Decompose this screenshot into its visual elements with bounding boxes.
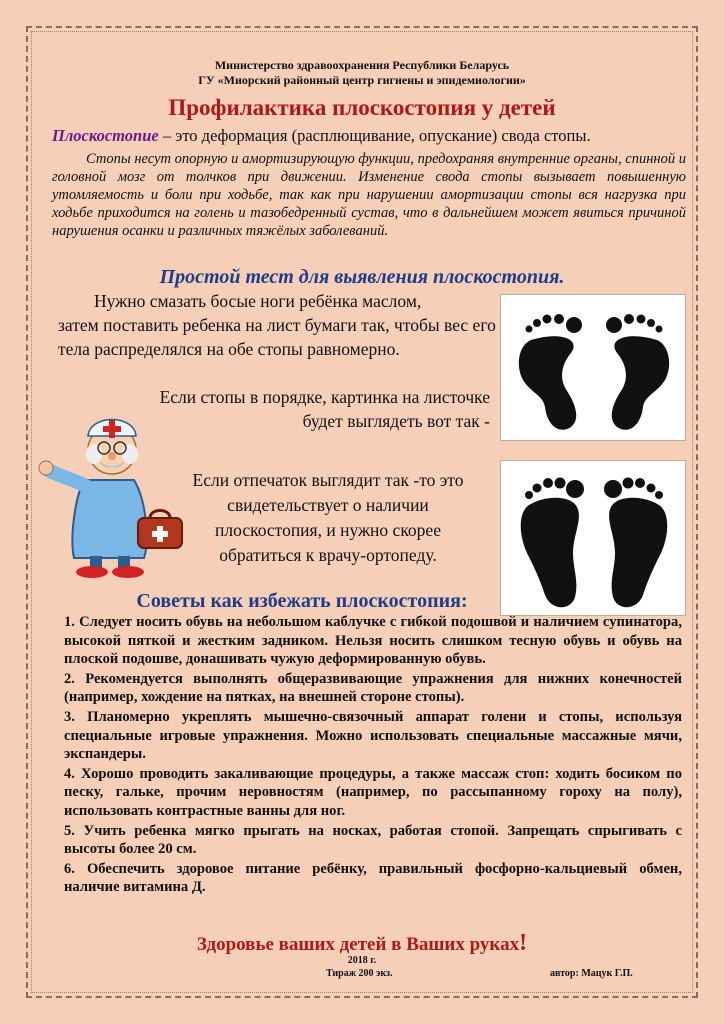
tips-list [64,613,682,898]
center-line: ГУ «Миорский районный центр гигиены и эпидемиологии» [198,73,526,87]
author-label: автор: Мацук Г.П. [550,968,633,979]
slogan-exclamation: ! [519,930,528,956]
tip-item: 2. Рекомендуется выполнять общеразвивающие упражнения для нижних конечностей (например, хождение на пятках, на внешней стороне стопы). [64,670,682,706]
print-run-label: Тираж 200 экз. [326,968,393,979]
definition-text: – это деформация (расплющивание, опускание) свода стопы. [158,126,591,145]
test-paragraph-1 [58,289,498,361]
test-p1-rest: затем поставить ребенка на лист бумаги так, чтобы вес его тела распределялся на обе стопы равномерно. [58,315,496,359]
normal-footprint-image [500,294,686,441]
tip-item: 6. Обеспечить здоровое питание ребёнку, правильный фосфорно-кальциевый обмен, наличие витамина Д. [64,860,682,896]
year-label: 2018 г. [347,955,377,966]
page-title: Профилактика плоскостопия у детей [168,95,556,120]
test-paragraph-3: Если отпечаток выглядит так -то это свидетельствует о наличии плоскостопия, и нужно скорее обратиться к врачу-ортопеду. [192,470,464,565]
tip-item: 1. Следует носить обувь на небольшом каблучке с гибкой подошвой и наличием супинатора, высокой пяткой и жестким задником. Нельзя носить слишком тесную обувь и обувь на плоской подошве, донашивать чужую деформированную обувь. [64,614,682,668]
test-p1-line1: Нужно смазать босые ноги ребёнка маслом, [94,291,422,311]
slogan [0,930,724,957]
tip-item: 5. Учить ребенка мягко прыгать на носках, работая стопой. Запрещать спрыгивать с высоты более 20 см. [64,822,682,858]
definition [52,126,692,146]
definition-term: Плоскостопие [52,126,159,145]
test-title: Простой тест для выявления плоскостопия. [159,266,565,288]
tip-item: 4. Хорошо проводить закаливающие процедуры, а также массаж стоп: ходить босиком по песку, гальке, прочим неровностям (например, по рассыпанному гороху на полу), использовать контрастные ванны для ног. [64,765,682,819]
slogan-text: Здоровье ваших детей в Ваших руках [196,934,520,955]
normal-footprints-icon [501,295,687,442]
tip-item: 3. Планомерно укреплять мышечно-связочный аппарат голени и стопы, используя специальные игровые упражнения. Можно использовать специальные массажные мячи, экспандеры. [64,708,682,763]
intro-paragraph: Стопы несут опорную и амортизирующую функции, предохраняя внутренние органы, спинной и головной мозг от толчков при движении. Изменение свода стопы вызывает повышенную утомляемость и боли при ходьбе, так как при нарушении амортизации стопы вся нагрузка при ходьбе приходится на голень и тазобедренный сустав, что в дальнейшем может явиться причиной нарушения осанки и различных тяжёлых заболеваний. [52,151,686,239]
test-paragraph-2: Если стопы в порядке, картинка на листочке будет выглядеть вот так - [159,387,490,431]
ministry-line: Министерство здравоохранения Республики Беларусь [214,58,510,72]
doctor-illustration [34,400,194,580]
tips-title: Советы как избежать плоскостопия: [136,590,468,612]
